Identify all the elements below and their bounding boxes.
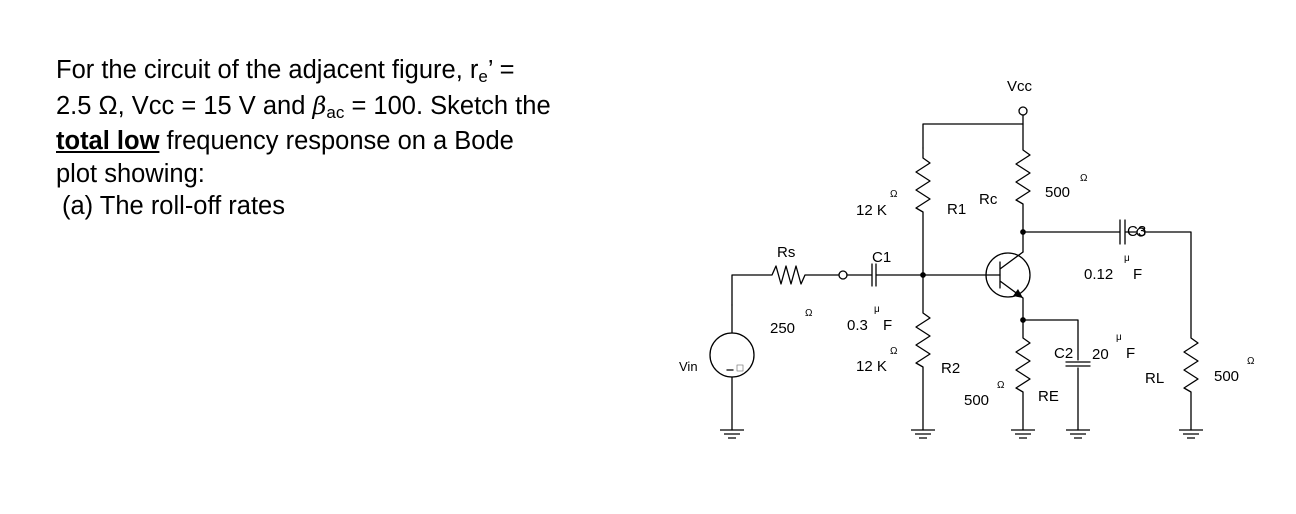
c2-value: 20	[1092, 346, 1109, 363]
subscript: e	[478, 67, 488, 86]
re-resistor	[1016, 320, 1030, 430]
re-value: 500	[964, 392, 990, 409]
beta-symbol: β	[312, 91, 327, 120]
re-unit: Ω	[997, 380, 1005, 391]
rs-value: 250	[770, 320, 796, 337]
r2-resistor	[916, 275, 930, 430]
rc-unit: Ω	[1080, 173, 1088, 184]
transistor-npn	[1000, 252, 1023, 320]
vcc-rail	[923, 115, 1023, 148]
ground-icon	[720, 430, 744, 438]
emphasis-text: total low	[56, 127, 160, 155]
ground-icon	[1011, 430, 1035, 438]
ground-icon	[1066, 430, 1090, 438]
r2-label: R2	[941, 360, 961, 377]
ground-icon	[911, 430, 935, 438]
problem-text: For the circuit of the adjacent figure, r	[56, 56, 479, 84]
c2-label: C2	[1054, 345, 1074, 362]
ground-icon	[1179, 430, 1203, 438]
vin-marker	[737, 365, 743, 371]
c3-prefix: μ	[1124, 253, 1130, 264]
r1-unit: Ω	[890, 189, 898, 200]
r1-label: R1	[947, 201, 967, 218]
c1-prefix: μ	[874, 304, 880, 315]
rs-label: Rs	[777, 244, 796, 261]
rs-unit: Ω	[805, 308, 813, 319]
c3-unit: F	[1133, 266, 1143, 283]
vin-label: Vin	[679, 359, 698, 374]
rl-value: 500	[1214, 368, 1240, 385]
rl-resistor	[1145, 232, 1198, 430]
c3-capacitor	[1023, 220, 1137, 244]
problem-text: 2.5 Ω, Vcc = 15 V and	[56, 91, 313, 120]
c2-prefix: μ	[1116, 332, 1122, 343]
c2-capacitor	[1023, 320, 1090, 430]
c3-label: C3	[1127, 223, 1147, 240]
r1-value: 12 K	[856, 202, 887, 219]
input-terminal	[839, 271, 847, 279]
problem-text: (a) The roll-off rates	[62, 192, 285, 220]
rl-unit: Ω	[1247, 356, 1255, 367]
problem-text: frequency response on a Bode	[159, 127, 514, 155]
rc-value: 500	[1045, 184, 1071, 201]
c2-unit: F	[1126, 345, 1136, 362]
c1-unit: F	[883, 317, 893, 334]
c3-value: 0.12	[1084, 266, 1114, 283]
problem-text: plot showing:	[56, 159, 205, 188]
re-label: RE	[1038, 388, 1059, 405]
vcc-label: Vcc	[1007, 78, 1033, 95]
problem-text: = 100. Sketch the	[344, 91, 551, 120]
ground-symbols	[720, 430, 1203, 438]
problem-text: ’ =	[487, 56, 515, 84]
rs-resistor	[732, 266, 839, 305]
c1-value: 0.3	[847, 317, 868, 334]
r1-resistor	[916, 148, 930, 275]
c1-label: C1	[872, 249, 892, 266]
r2-unit: Ω	[890, 346, 898, 357]
rl-label: RL	[1145, 370, 1165, 387]
rc-label: Rc	[979, 191, 998, 208]
subscript: ac	[326, 102, 345, 122]
r2-value: 12 K	[856, 358, 887, 375]
vcc-terminal	[1019, 107, 1027, 115]
